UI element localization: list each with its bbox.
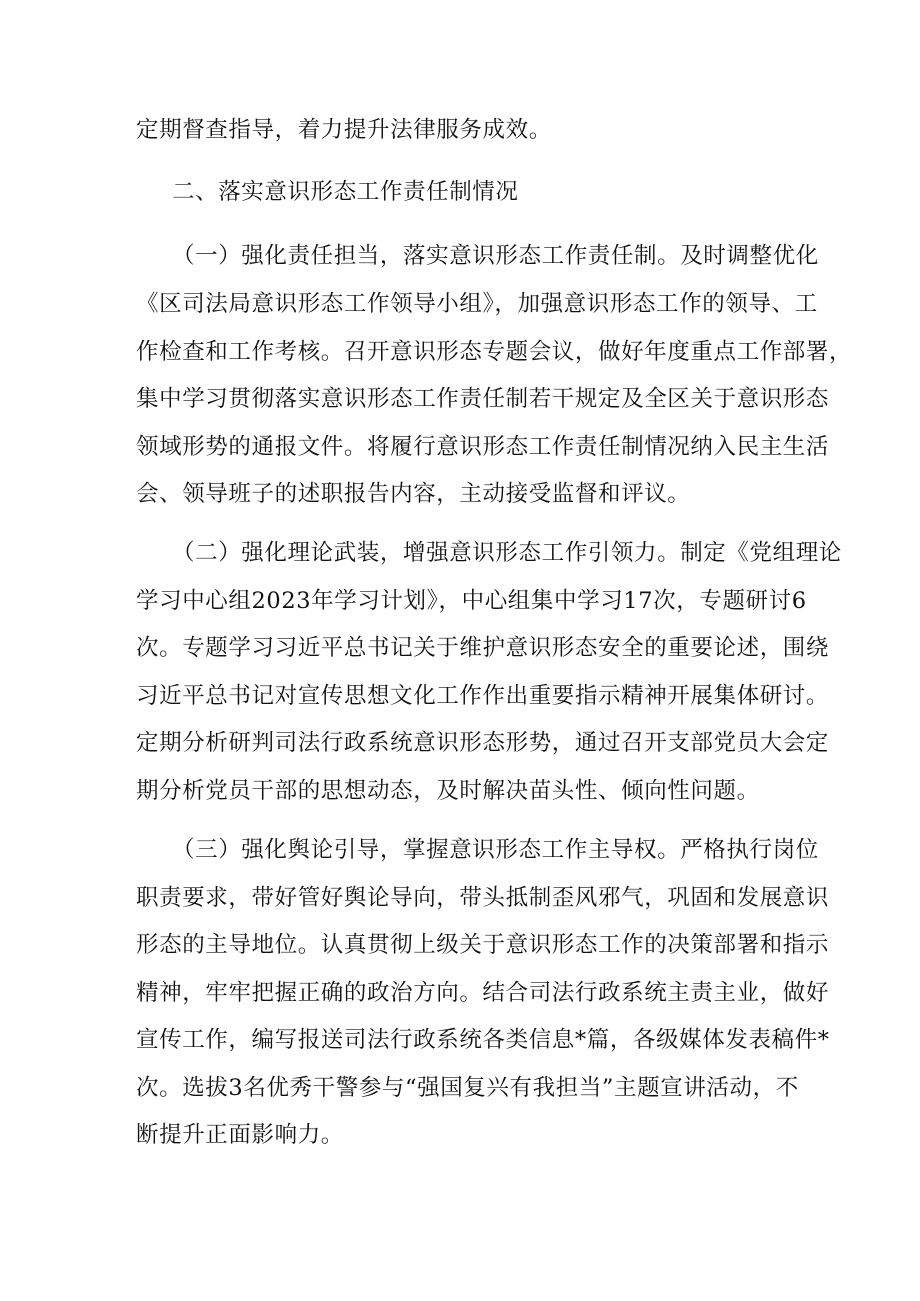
- paragraph-line: 学习中心组2023年学习计划》，中心组集中学习17次，专题研讨6: [136, 588, 807, 614]
- paragraph-line: 断提升正面影响力。: [136, 1122, 344, 1148]
- paragraph-line: 精神，牢牢把握正确的政治方向。结合司法行政系统主责主业，做好: [136, 980, 830, 1006]
- paragraph-line: 期分析党员干部的思想动态，及时解决苗头性、倾向性问题。: [136, 778, 760, 804]
- paragraph-line: 领域形势的通报文件。将履行意识形态工作责任制情况纳入民主生活: [136, 434, 830, 460]
- paragraph-line: 作检查和工作考核。召开意识形态专题会议，做好年度重点工作部署，: [136, 339, 853, 365]
- paragraph-line: 宣传工作，编写报送司法行政系统各类信息*篇，各级媒体发表稿件*: [136, 1027, 830, 1053]
- paragraph-line: 集中学习贯彻落实意识形态工作责任制若干规定及全区关于意识形态: [136, 386, 830, 412]
- paragraph-line: （一）强化责任担当，落实意识形态工作责任制。及时调整优化: [172, 243, 819, 269]
- paragraph-line: （三）强化舆论引导，掌握意识形态工作主导权。严格执行岗位: [172, 837, 819, 863]
- paragraph-line: 习近平总书记对宣传思想文化工作作出重要指示精神开展集体研讨。: [136, 683, 830, 709]
- section-heading: 二、落实意识形态工作责任制情况: [172, 179, 519, 205]
- paragraph-line: 次。专题学习习近平总书记关于维护意识形态安全的重要论述，围绕: [136, 635, 830, 661]
- paragraph-line: 定期督查指导，着力提升法律服务成效。: [136, 117, 552, 143]
- paragraph-line: （二）强化理论武装，增强意识形态工作引领力。制定《党组理论: [172, 540, 842, 566]
- paragraph-line: 次。选拔3名优秀干警参与“强国复兴有我担当”主题宣讲活动，不: [136, 1075, 799, 1101]
- paragraph-line: 《区司法局意识形态工作领导小组》，加强意识形态工作的领导、工: [136, 291, 818, 317]
- paragraph-line: 形态的主导地位。认真贯彻上级关于意识形态工作的决策部署和指示: [136, 932, 830, 958]
- paragraph-line: 职责要求，带好管好舆论导向，带头抵制歪风邪气，巩固和发展意识: [136, 885, 830, 911]
- paragraph-line: 会、领导班子的述职报告内容，主动接受监督和评议。: [136, 481, 691, 507]
- paragraph-line: 定期分析研判司法行政系统意识形态形势，通过召开支部党员大会定: [136, 730, 830, 756]
